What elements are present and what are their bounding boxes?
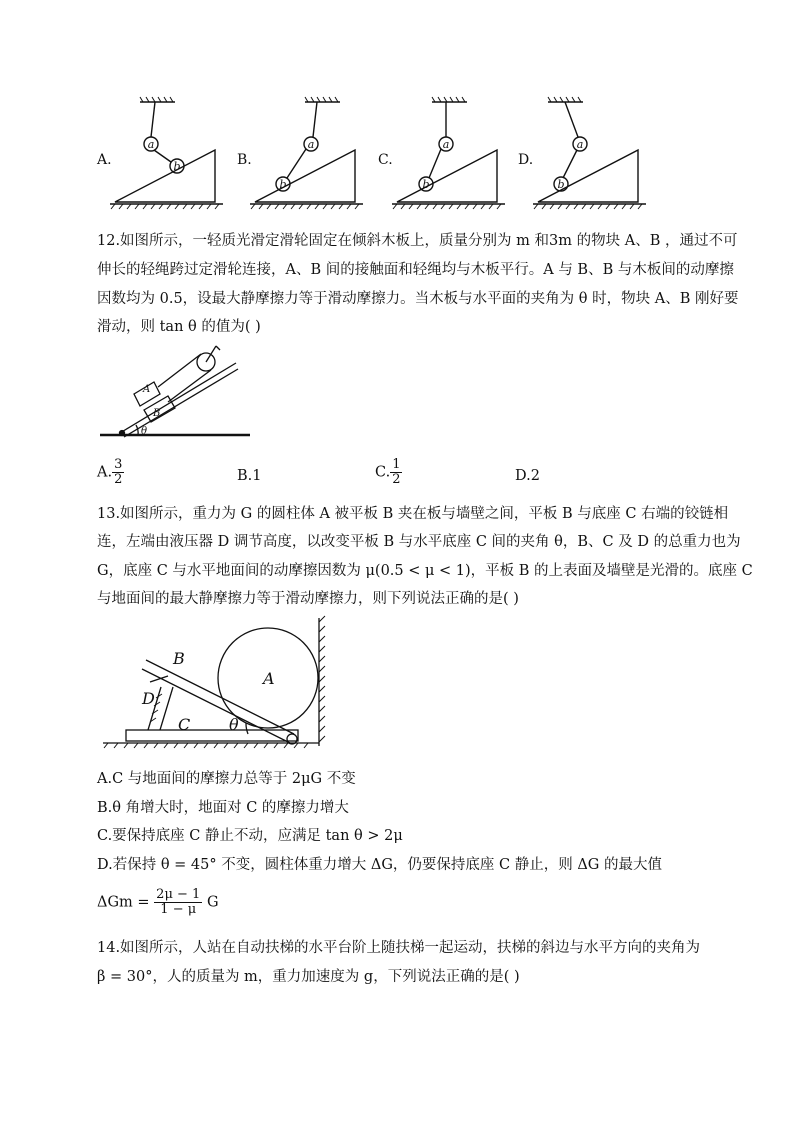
label-theta: θ bbox=[141, 426, 148, 437]
q11-option-a-label: A. bbox=[97, 152, 112, 168]
q11-option-b-label: B. bbox=[237, 152, 252, 168]
q11-diagram-d bbox=[533, 97, 646, 209]
q12-option-a bbox=[97, 458, 124, 487]
q12-option-c-num: 1 bbox=[392, 457, 401, 472]
q12-option-b: B.1 bbox=[237, 468, 262, 484]
q12-option-a-num: 3 bbox=[114, 457, 123, 472]
q14-line-1: 14.如图所示，人站在自动扶梯的水平台阶上随扶梯一起运动，扶梯的斜边与水平方向的夹角为 bbox=[97, 940, 701, 956]
label-a: a bbox=[147, 138, 155, 151]
q13-option-c: C.要保持底座 C 静止不动，应满足 tan θ > 2μ bbox=[97, 828, 403, 844]
label-a: a bbox=[576, 138, 584, 151]
q13-option-a: A.C 与地面间的摩擦力总等于 2μG 不变 bbox=[97, 771, 356, 787]
q11-option-d-label: D. bbox=[518, 152, 534, 168]
label-b: b bbox=[557, 178, 565, 191]
q13-line-4: 与地面间的最大静摩擦力等于滑动摩擦力，则下列说法正确的是( ) bbox=[97, 591, 519, 607]
q11-diagram-a bbox=[110, 97, 223, 209]
q13-line-2: 连，左端由液压器 D 调节高度，以改变平板 B 与水平底座 C 间的夹角 θ，B、C 及 D 的总重力也为 bbox=[97, 534, 741, 550]
q12-option-a-den: 2 bbox=[114, 472, 123, 487]
label-theta: θ bbox=[229, 715, 239, 734]
q13-formula-tail: G bbox=[206, 894, 219, 911]
label-a: a bbox=[442, 138, 450, 151]
q12-option-d: D.2 bbox=[515, 468, 540, 484]
q13-option-d: D.若保持 θ = 45° 不变，圆柱体重力增大 ΔG，仍要保持底座 C 静止，则 ΔG 的最大值 bbox=[97, 857, 662, 873]
q12-option-a-prefix: A. bbox=[97, 464, 113, 481]
q13-formula-num: 2μ − 1 bbox=[156, 887, 201, 902]
label-C: C bbox=[178, 715, 191, 734]
label-D: D bbox=[142, 689, 155, 708]
q12-incline-diagram bbox=[98, 342, 258, 442]
q12-line-3: 因数均为 0.5，设最大静摩擦力等于滑动摩擦力。当木板与水平面的夹角为 θ 时，物块 A、B 刚好要 bbox=[97, 291, 739, 307]
label-b: b bbox=[173, 160, 181, 173]
q12-option-c-fraction bbox=[390, 458, 402, 487]
q12-option-a-fraction bbox=[112, 458, 124, 487]
q12-option-c bbox=[375, 458, 402, 487]
q11-option-c-label: C. bbox=[378, 152, 393, 168]
q13-cylinder-diagram bbox=[98, 612, 338, 752]
q11-diagram-c bbox=[392, 97, 505, 209]
q13-formula-fraction bbox=[154, 888, 202, 917]
q13-option-b: B.θ 角增大时，地面对 C 的摩擦力增大 bbox=[97, 800, 349, 816]
q13-line-3: G，底座 C 与水平地面间的动摩擦因数为 μ(0.5 < μ < 1)，平板 B 的上表面及墙壁是光滑的。底座 C bbox=[97, 563, 753, 579]
q13-formula-lhs: ΔGm = bbox=[97, 894, 150, 911]
q12-line-2: 伸长的轻绳跨过定滑轮连接，A、B 间的接触面和轻绳均与木板平行。A 与 B、B 与木板间的动摩擦 bbox=[97, 262, 734, 278]
label-A: A bbox=[263, 669, 275, 688]
q13-line-1: 13.如图所示，重力为 G 的圆柱体 A 被平板 B 夹在板与墙壁之间，平板 B 与底座 C 右端的铰链相 bbox=[97, 506, 729, 522]
q12-line-4: 滑动，则 tan θ 的值为( ) bbox=[97, 319, 261, 335]
q13-formula-den: 1 − μ bbox=[160, 902, 197, 917]
q11-diagrams bbox=[105, 92, 665, 217]
label-b: b bbox=[279, 178, 287, 191]
q12-option-c-prefix: C. bbox=[375, 464, 391, 481]
q12-option-c-den: 2 bbox=[392, 472, 401, 487]
q11-diagram-b bbox=[250, 97, 363, 209]
label-A: A bbox=[143, 384, 151, 395]
q12-line-1: 12.如图所示，一轻质光滑定滑轮固定在倾斜木板上，质量分别为 m 和3m 的物块 A、B ，通过不可 bbox=[97, 233, 738, 249]
label-a: a bbox=[307, 138, 315, 151]
label-B: B bbox=[173, 649, 185, 668]
q14-line-2: β = 30°，人的质量为 m，重力加速度为 g，下列说法正确的是( ) bbox=[97, 969, 520, 985]
label-B: B bbox=[153, 408, 161, 419]
q13-formula bbox=[97, 888, 219, 917]
label-b: b bbox=[422, 178, 430, 191]
